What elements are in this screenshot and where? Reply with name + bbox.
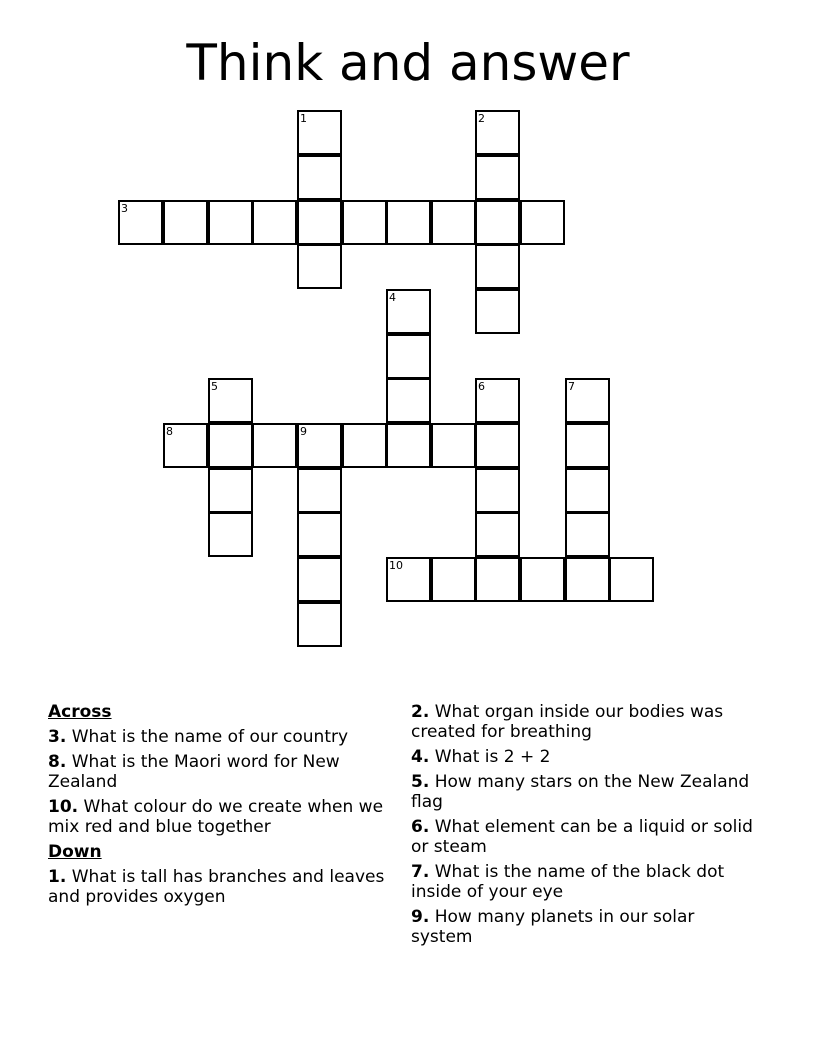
- clue-number: 10.: [48, 797, 79, 817]
- crossword-cell[interactable]: [208, 423, 253, 468]
- clue-item: [48, 797, 398, 837]
- clue-item: [48, 727, 398, 747]
- crossword-cell[interactable]: [565, 512, 610, 557]
- crossword-cell[interactable]: [431, 557, 476, 602]
- crossword-cell[interactable]: [386, 334, 431, 379]
- crossword-cell[interactable]: [520, 200, 565, 245]
- crossword-cell[interactable]: [252, 200, 297, 245]
- cell-number: 1: [300, 112, 307, 125]
- clue-text: What is tall has branches and leaves and provides oxygen: [48, 867, 385, 907]
- clue-item: [411, 817, 761, 857]
- page-title: Think and answer: [186, 34, 630, 92]
- clue-text: What element can be a liquid or solid or steam: [411, 817, 753, 857]
- clue-number: 7.: [411, 862, 430, 882]
- crossword-cell[interactable]: [208, 512, 253, 557]
- crossword-cell[interactable]: [297, 423, 342, 468]
- cell-number: 2: [478, 112, 485, 125]
- cell-number: 10: [389, 559, 403, 572]
- clue-text: What is the Maori word for New Zealand: [48, 752, 340, 792]
- cell-number: 3: [121, 202, 128, 215]
- crossword-cell[interactable]: [609, 557, 654, 602]
- crossword-cell[interactable]: [118, 200, 163, 245]
- section-heading: Across: [48, 702, 112, 722]
- crossword-cell[interactable]: [475, 289, 520, 334]
- crossword-cell[interactable]: [475, 557, 520, 602]
- crossword-cell[interactable]: [431, 200, 476, 245]
- cell-number: 6: [478, 380, 485, 393]
- clue-text: What is the name of our country: [71, 727, 349, 747]
- clue-item: [411, 702, 761, 742]
- crossword-cell[interactable]: [386, 200, 431, 245]
- section-heading: Down: [48, 842, 102, 862]
- crossword-cell[interactable]: [475, 512, 520, 557]
- clue-number: 3.: [48, 727, 67, 747]
- crossword-cell[interactable]: [475, 378, 520, 423]
- crossword-cell[interactable]: [297, 557, 342, 602]
- clue-item: [411, 747, 761, 767]
- clue-item: [48, 867, 398, 907]
- crossword-cell[interactable]: [565, 557, 610, 602]
- clue-item: [411, 907, 761, 947]
- crossword-cell[interactable]: [342, 200, 387, 245]
- clue-text: What colour do we create when we mix red and blue together: [48, 797, 384, 837]
- crossword-cell[interactable]: [565, 423, 610, 468]
- clue-item: [48, 752, 398, 792]
- crossword-cell[interactable]: [386, 378, 431, 423]
- clue-number: 4.: [411, 747, 430, 767]
- clue-number: 9.: [411, 907, 430, 927]
- clue-number: 2.: [411, 702, 430, 722]
- clue-text: How many stars on the New Zealand flag: [411, 772, 750, 812]
- crossword-cell[interactable]: [475, 244, 520, 289]
- crossword-cell[interactable]: [565, 378, 610, 423]
- cell-number: 8: [166, 425, 173, 438]
- crossword-cell[interactable]: [297, 200, 342, 245]
- crossword-cell[interactable]: [386, 557, 431, 602]
- crossword-cell[interactable]: [475, 423, 520, 468]
- cell-number: 9: [300, 425, 307, 438]
- clues-column-left: [48, 702, 398, 912]
- crossword-cell[interactable]: [475, 155, 520, 200]
- crossword-cell[interactable]: [297, 155, 342, 200]
- crossword-cell[interactable]: [297, 244, 342, 289]
- crossword-cell[interactable]: [565, 468, 610, 513]
- crossword-cell[interactable]: [297, 110, 342, 155]
- crossword-cell[interactable]: [520, 557, 565, 602]
- crossword-cell[interactable]: [297, 468, 342, 513]
- crossword-cell[interactable]: [475, 468, 520, 513]
- crossword-cell[interactable]: [297, 512, 342, 557]
- clue-text: What organ inside our bodies was created for breathing: [411, 702, 724, 742]
- clue-number: 8.: [48, 752, 67, 772]
- clue-number: 5.: [411, 772, 430, 792]
- clue-item: [411, 772, 761, 812]
- clue-text: How many planets in our solar system: [411, 907, 695, 947]
- crossword-cell[interactable]: [475, 110, 520, 155]
- clues-column-right: [411, 702, 761, 952]
- clue-number: 6.: [411, 817, 430, 837]
- crossword-cell[interactable]: [208, 200, 253, 245]
- cell-number: 5: [211, 380, 218, 393]
- clue-number: 1.: [48, 867, 67, 887]
- crossword-cell[interactable]: [163, 200, 208, 245]
- crossword-cell[interactable]: [208, 378, 253, 423]
- crossword-cell[interactable]: [342, 423, 387, 468]
- crossword-cell[interactable]: [208, 468, 253, 513]
- cell-number: 7: [568, 380, 575, 393]
- clue-text: What is the name of the black dot inside of your eye: [411, 862, 725, 902]
- crossword-cell[interactable]: [163, 423, 208, 468]
- crossword-cell[interactable]: [252, 423, 297, 468]
- crossword-cell[interactable]: [386, 289, 431, 334]
- crossword-cell[interactable]: [297, 602, 342, 647]
- clue-text: What is 2 + 2: [434, 747, 551, 767]
- crossword-cell[interactable]: [475, 200, 520, 245]
- crossword-cell[interactable]: [431, 423, 476, 468]
- crossword-cell[interactable]: [386, 423, 431, 468]
- cell-number: 4: [389, 291, 396, 304]
- clue-item: [411, 862, 761, 902]
